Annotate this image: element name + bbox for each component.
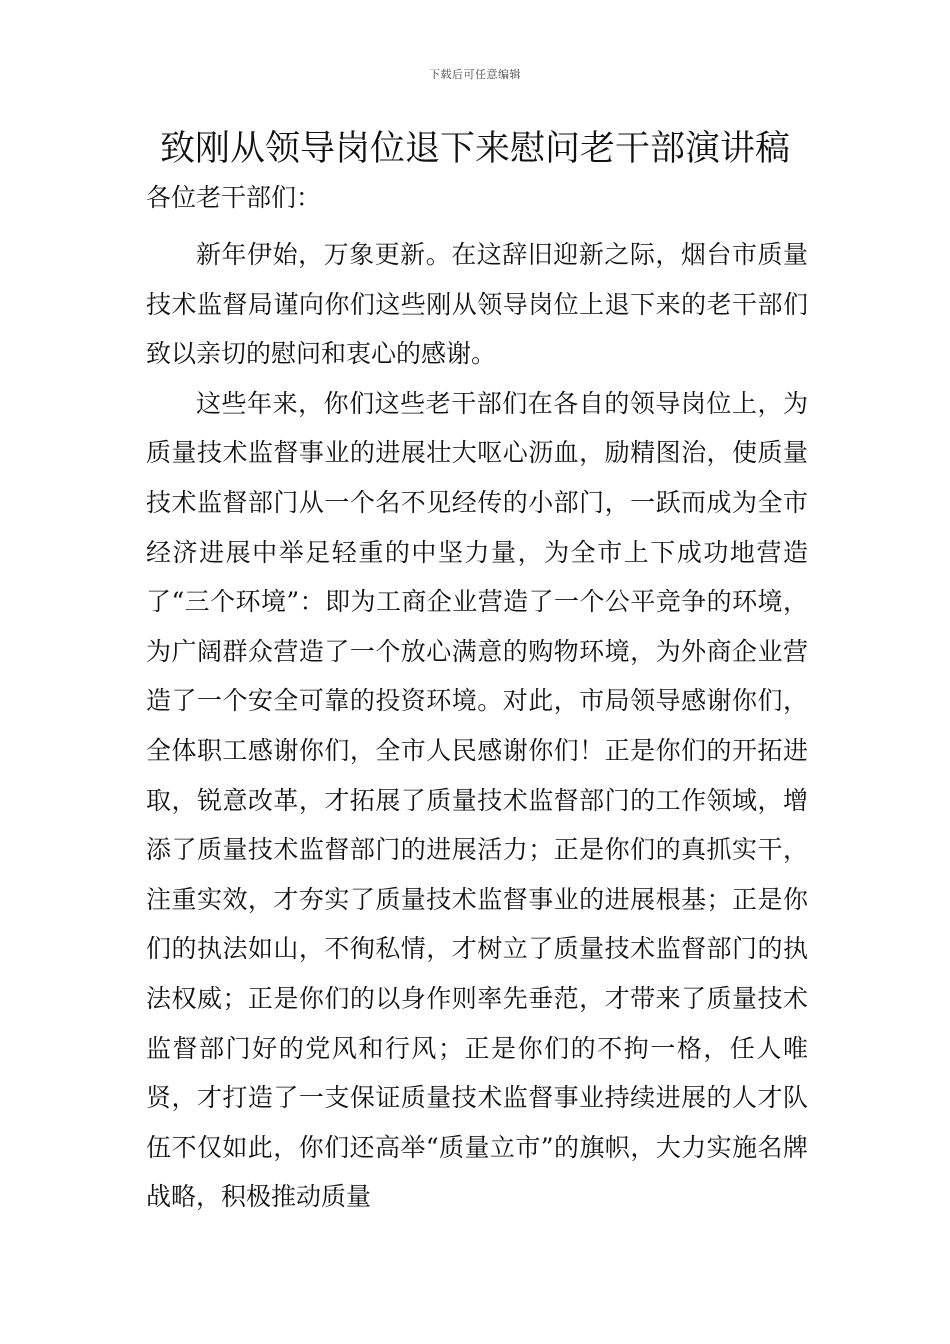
paragraph-1: 新年伊始，万象更新。在这辞旧迎新之际，烟台市质量技术监督局谨向你们这些刚从领导岗位上退下来的老干部们致以亲切的慰问和衷心的感谢。: [146, 240, 808, 369]
salutation: 各位老干部们：: [146, 183, 322, 212]
document-title: 致刚从领导岗位退下来慰问老干部演讲稿: [159, 129, 790, 169]
header-note: 下载后可任意编辑: [429, 68, 521, 81]
paragraph-2: 这些年来，你们这些老干部们在各自的领导岗位上，为质量技术监督事业的进展壮大呕心沥血，励精图治，使质量技术监督部门从一个名不见经传的小部门，一跃而成为全市经济进展中举足轻重的中坚力量，为全市上下成功地营造了“三个环境”：即为工商企业营造了一个公平竞争的环境，为广阔群众营造了一个放心满意的购物环境，为外商企业营造了一个安全可靠的投资环境。对此，市局领导感谢你们，全体职工感谢你们，全市人民感谢你们！正是你们的开拓进取，锐意改革，才拓展了质量技术监督部门的工作领域，增添了质量技术监督部门的进展活力；正是你们的真抓实干，注重实效，才夯实了质量技术监督事业的进展根基；正是你们的执法如山，不徇私情，才树立了质量技术监督部门的执法权威；正是你们的以身作则率先垂范，才带来了质量技术监督部门好的党风和行风；正是你们的不拘一格，任人唯贤，才打造了一支保证质量技术监督事业持续进展的人才队伍不仅如此，你们还高举“质量立市”的旗帜，大力实施名牌战略，积极推动质量: [146, 388, 808, 1212]
body-text: [146, 230, 808, 1222]
